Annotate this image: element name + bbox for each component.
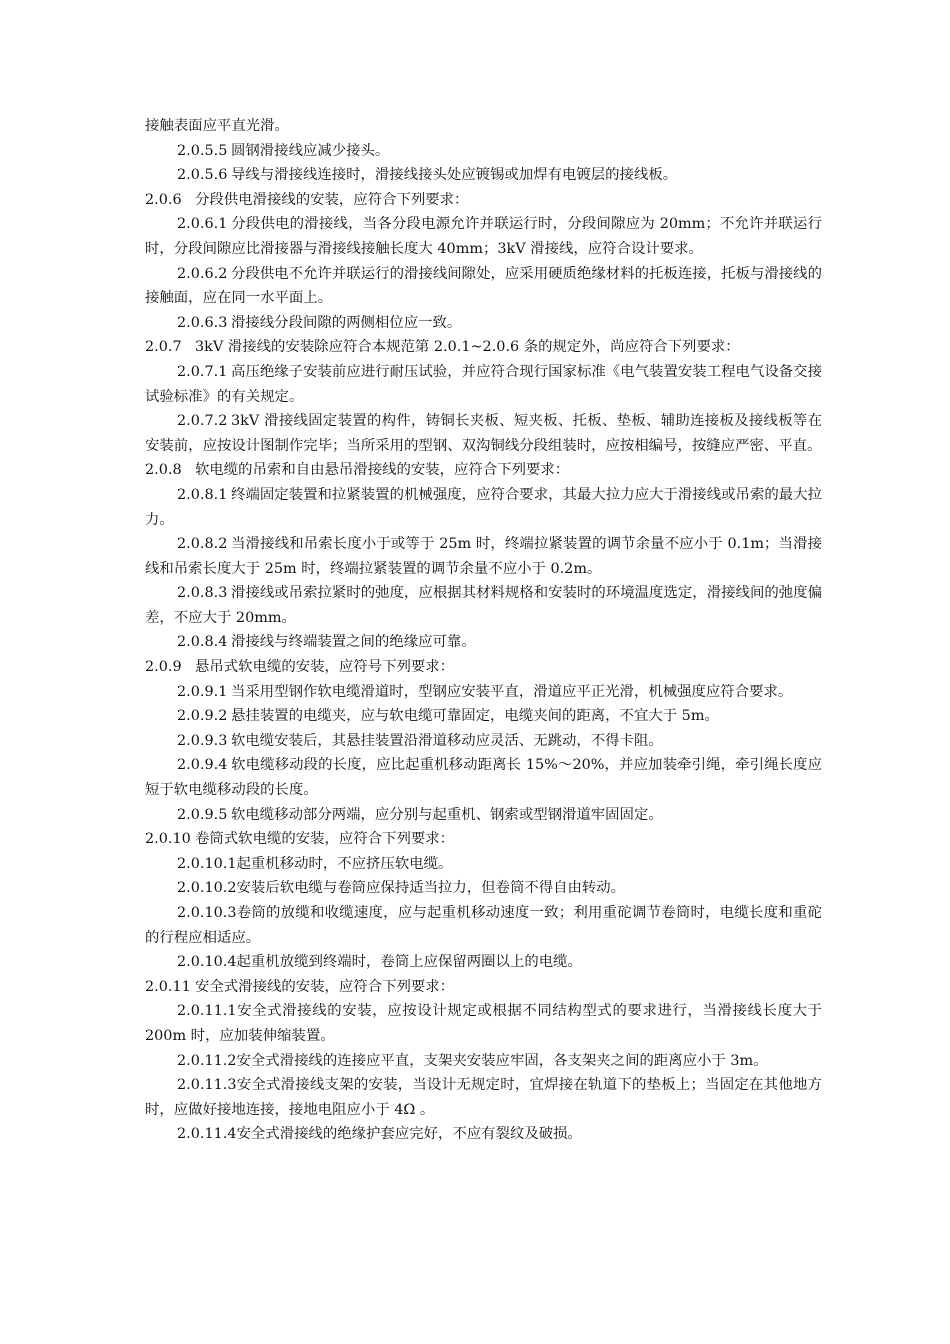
clause-text: 软电缆的吊索和自由悬吊滑接线的安装，应符合下列要求： <box>195 462 570 479</box>
paragraph <box>145 1073 822 1122</box>
clause-number: 2.0.9.5 <box>177 806 228 823</box>
clause-number: 2.0.9 <box>145 659 182 676</box>
clause-text: 安全式滑接线的绝缘护套应完好，不应有裂纹及破损。 <box>236 1126 582 1143</box>
clause-text: 当滑接线和吊索长度小于或等于 25m 时，终端拉紧装置的调节余量不应小于 0.1m；当滑接线和吊索长度大于 25m 时，终端拉紧装置的调节余量不应小于 0.2m。 <box>145 536 822 577</box>
paragraph <box>145 729 822 754</box>
paragraph <box>145 803 822 828</box>
clause-text: 滑接线与终端装置之间的绝缘应可靠。 <box>231 634 476 651</box>
clause-number: 2.0.11.4 <box>177 1126 237 1143</box>
paragraph <box>145 483 822 532</box>
paragraph <box>145 876 822 901</box>
paragraph <box>145 360 822 409</box>
paragraph <box>145 1122 822 1147</box>
clause-text: 圆钢滑接线应减少接头。 <box>231 142 390 159</box>
paragraph <box>145 335 822 360</box>
clause-number: 2.0.6.2 <box>177 265 228 282</box>
clause-text: 导线与滑接线连接时，滑接线接头处应镀锡或加焊有电镀层的接线板。 <box>231 167 678 184</box>
paragraph <box>145 139 822 164</box>
clause-text: 悬吊式软电缆的安装，应符号下列要求： <box>195 659 455 676</box>
clause-number: 2.0.8.3 <box>177 585 228 602</box>
clause-text: 分段供电滑接线的安装，应符合下列要求： <box>195 191 469 208</box>
document-body <box>145 114 822 1147</box>
clause-text: 安全式滑接线支架的安装，当设计无规定时，宜焊接在轨道下的垫板上；当固定在其他地方时，应做好接地连接，接地电阻应小于 4Ω 。 <box>145 1077 822 1118</box>
paragraph <box>145 753 822 802</box>
paragraph <box>145 852 822 877</box>
clause-number: 2.0.6.1 <box>177 216 228 233</box>
paragraph <box>145 950 822 975</box>
clause-text: 当采用型钢作软电缆滑道时，型钢应安装平直，滑道应平正光滑，机械强度应符合要求。 <box>231 683 793 700</box>
clause-number: 2.0.5.5 <box>177 142 228 159</box>
clause-number: 2.0.8.2 <box>177 536 228 553</box>
clause-text: 滑接线分段间隙的两侧相位应一致。 <box>231 314 462 331</box>
clause-number: 2.0.9.2 <box>177 708 228 725</box>
clause-text: 软电缆移动部分两端，应分别与起重机、钢索或型钢滑道牢固固定。 <box>231 806 663 823</box>
clause-text: 卷筒式软电缆的安装，应符合下列要求： <box>195 831 455 848</box>
clause-number: 2.0.7.2 <box>177 413 228 430</box>
clause-number: 2.0.10.4 <box>177 954 237 971</box>
paragraph <box>145 680 822 705</box>
clause-number: 2.0.8.4 <box>177 634 228 651</box>
clause-text: 3kV 滑接线固定装置的构件，铸铜长夹板、短夹板、托板、垫板、辅助连接板及接线板等在安装前，应按设计图制作完毕；当所采用的型钢、双沟铜线分段组装时，应按相编号，按缝应严密、平直。 <box>145 413 822 454</box>
clause-text: 分段供电不允许并联运行的滑接线间隙处，应采用硬质绝缘材料的托板连接，托板与滑接线的接触面，应在同一水平面上。 <box>145 265 822 307</box>
clause-text: 软电缆移动段的长度，应比起重机移动距离长 15%～20%，并应加装牵引绳，牵引绳长度应短于软电缆移动段的长度。 <box>145 757 822 799</box>
clause-number: 2.0.9.1 <box>177 683 228 700</box>
clause-number: 2.0.8.1 <box>177 486 228 503</box>
clause-text: 安装后软电缆与卷筒应保持适当拉力，但卷筒不得自由转动。 <box>236 880 626 897</box>
clause-number: 2.0.11 <box>145 978 191 995</box>
paragraph <box>145 704 822 729</box>
paragraph <box>145 1049 822 1074</box>
paragraph <box>145 163 822 188</box>
paragraph <box>145 827 822 852</box>
paragraph <box>145 212 822 261</box>
paragraph <box>145 188 822 213</box>
paragraph <box>145 999 822 1048</box>
clause-number: 2.0.10 <box>145 831 191 848</box>
clause-number: 2.0.10.3 <box>177 905 237 921</box>
clause-text: 起重机移动时，不应挤压软电缆。 <box>236 855 453 872</box>
clause-text: 3kV 滑接线的安装除应符合本规范第 2.0.1~2.0.6 条的规定外，尚应符合下列要求： <box>195 339 740 356</box>
clause-text: 分段供电的滑接线，当各分段电源允许并联运行时，分段间隙应为 20mm；不允许并联运行时，分段间隙应比滑接器与滑接线接触长度大 40mm；3kV 滑接线，应符合设计要求。 <box>145 216 822 257</box>
clause-number: 2.0.7.1 <box>177 363 228 380</box>
clause-text: 滑接线或吊索拉紧时的弛度，应根据其材料规格和安装时的环境温度选定，滑接线间的弛度偏差，不应大于 20mm。 <box>145 585 822 626</box>
paragraph <box>145 114 822 139</box>
clause-text: 高压绝缘子安装前应进行耐压试验，并应符合现行国家标准《电气装置安装工程电气设备交接试验标准》的有关规定。 <box>145 363 822 405</box>
paragraph <box>145 458 822 483</box>
clause-number: 2.0.6 <box>145 191 182 208</box>
paragraph <box>145 901 822 950</box>
paragraph <box>145 311 822 336</box>
clause-number: 2.0.9.4 <box>177 757 228 774</box>
clause-number: 2.0.9.3 <box>177 732 228 749</box>
clause-number: 2.0.8 <box>145 462 182 479</box>
clause-text: 安全式滑接线的安装，应符合下列要求： <box>195 978 455 995</box>
clause-text: 终端固定装置和拉紧装置的机械强度，应符合要求，其最大拉力应大于滑接线或吊索的最大拉力。 <box>145 486 822 528</box>
clause-number: 2.0.10.1 <box>177 855 237 872</box>
clause-text: 卷筒的放缆和收缆速度，应与起重机移动速度一致；利用重砣调节卷筒时，电缆长度和重砣的行程应相适应。 <box>145 905 822 946</box>
paragraph <box>145 409 822 458</box>
clause-text: 安全式滑接线的连接应平直，支架夹安装应牢固，各支架夹之间的距离应小于 3m。 <box>236 1052 768 1069</box>
paragraph <box>145 630 822 655</box>
clause-number: 2.0.11.3 <box>177 1077 237 1094</box>
paragraph <box>145 975 822 1000</box>
clause-number: 2.0.7 <box>145 339 182 356</box>
clause-number: 2.0.5.6 <box>177 167 228 184</box>
paragraph <box>145 581 822 630</box>
clause-text: 安全式滑接线的安装，应按设计规定或根据不同结构型式的要求进行，当滑接线长度大于 200m 时，应加装伸缩装置。 <box>145 1003 822 1044</box>
clause-number: 2.0.10.2 <box>177 880 237 897</box>
paragraph <box>145 262 822 311</box>
clause-number: 2.0.11.1 <box>177 1003 237 1020</box>
paragraph <box>145 655 822 680</box>
clause-text: 软电缆安装后，其悬挂装置沿滑道移动应灵活、无跳动，不得卡阻。 <box>231 732 663 749</box>
clause-text: 接触表面应平直光滑。 <box>145 118 289 134</box>
clause-text: 起重机放缆到终端时，卷筒上应保留两圈以上的电缆。 <box>236 954 582 971</box>
clause-number: 2.0.6.3 <box>177 314 228 331</box>
clause-number: 2.0.11.2 <box>177 1052 237 1069</box>
clause-text: 悬挂装置的电缆夹，应与软电缆可靠固定，电缆夹间的距离，不宜大于 5m。 <box>231 708 719 725</box>
paragraph <box>145 532 822 581</box>
